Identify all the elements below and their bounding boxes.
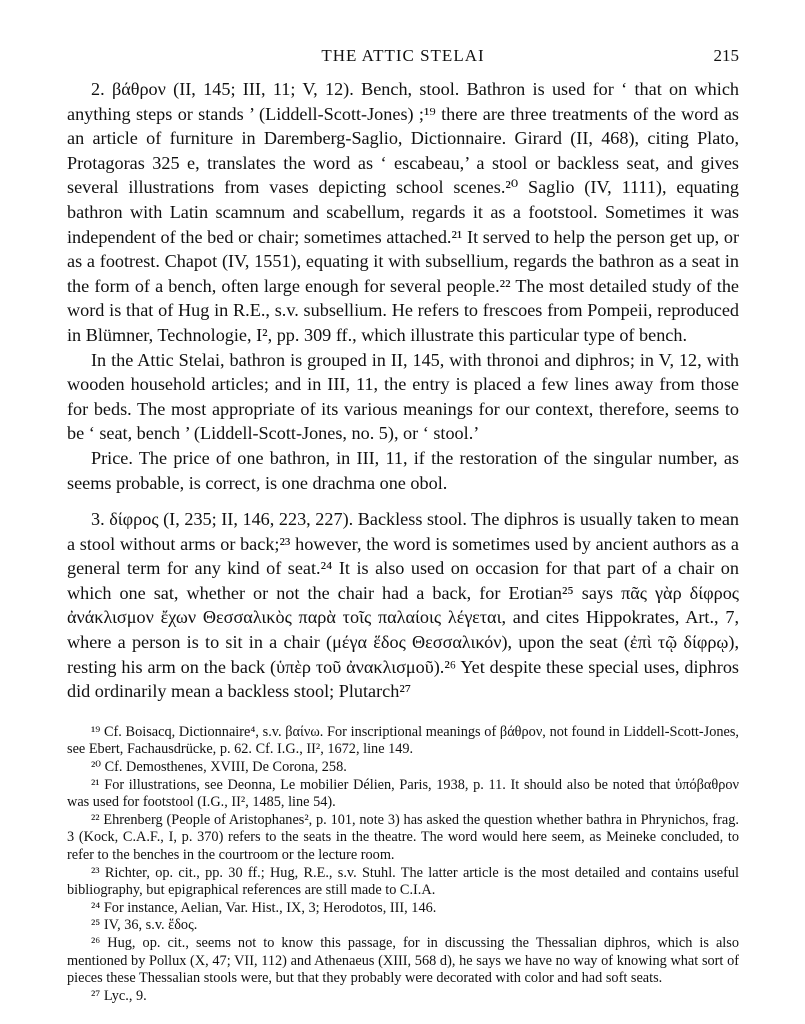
footnote-24: ²⁴ For instance, Aelian, Var. Hist., IX, 3; Herodotos, III, 146. [91, 899, 437, 916]
paragraph-diphros: 3. δίφρος (I, 235; II, 146, 223, 227). Backless stool. The diphros is usually taken to mean a stool without arms or back;²³ however, the word is sometimes used by ancient authors as a general term for any kind of seat.²⁴ It is also used on occasion for that part of a chair on which one sat, whether or not the chair had a back, for Erotian²⁵ says πᾶς γὰρ δίφρος ἀνάκλισμον ἔχων Θεσσαλικὸς παρὰ τοῖς παλαίοις λέγεται, and cites Hippokrates, Art., 7, where a person is to sit in a chair (μέγα ἕδος Θεσσαλικόν), upon the seat (ἐπὶ τῷ δίφρῳ), resting his arm on the back (ὑπὲρ τοῦ ἀνακλισμοῦ).²⁶ Yet despite these special uses, diphros did ordinarily mean a backless stool; Plutarch²⁷ [67, 509, 739, 702]
footnote-19: ¹⁹ Cf. Boisacq, Dictionnaire⁴, s.v. βαίνω. For inscriptional meanings of βάθρον, not found in Liddell-Scott-Jones, see Ebert, Fachausdrücke, p. 62. Cf. I.G., II², 1672, line 149. [67, 723, 739, 758]
footnote-27: ²⁷ Lyc., 9. [91, 987, 147, 1004]
footnote-20: ²⁰ Cf. Demosthenes, XVIII, De Corona, 258. [91, 759, 347, 776]
running-title: THE ATTIC STELAI [321, 46, 485, 65]
footnote-22: ²² Ehrenberg (People of Aristophanes², p. 101, note 3) has asked the question whether bathra in Phrynichos, frag. 3 (Kock, C.A.F., I, p. 370) refers to the seats in the theatre. The word would here seem, as Meineke concluded, to refer to the benches in the courtroom or the lecture room. [67, 811, 739, 863]
footnote-21: ²¹ For illustrations, see Deonna, Le mobilier Délien, Paris, 1938, p. 11. It should also be noted that ὑπόβαθρον was used for footstool (I.G., II², 1485, line 54). [67, 776, 739, 811]
page-number: 215 [713, 46, 739, 65]
page [67, 40, 739, 1005]
main-text [67, 77, 739, 704]
footnotes [67, 724, 739, 1006]
paragraph-attic-stelai: In the Attic Stelai, bathron is grouped in II, 145, with thronoi and diphros; in V, 12, with wooden household articles; and in III, 11, the entry is placed a few lines away from those for beds. The most appropriate of its various meanings for our context, therefore, seems to be ‘ seat, bench ’ (Liddell-Scott-Jones, no. 5), or ‘ stool.’ [67, 349, 739, 444]
running-header [67, 40, 739, 68]
section-gap [67, 495, 739, 507]
paragraph-bathron: 2. βάθρον (II, 145; III, 11; V, 12). Bench, stool. Bathron is used for ‘ that on which anything steps or stands ’ (Liddell-Scott-Jones) ;¹⁹ there are three treatments of the word as an article of furniture in Daremberg-Saglio, Dictionnaire. Girard (II, 468), citing Plato, Protagoras 325 e, translates the word as ‘ escabeau,’ a stool or backless seat, and gives several illustrations from vases depicting school scenes.²⁰ Saglio (IV, 1111), equating bathron with Latin scamnum and scabellum, regards it as a footstool. Sometimes it was independent of the bed or chair; sometimes attached.²¹ It served to help the person get up, or as a footrest. Chapot (IV, 1551), equating it with subsellium, regards the bathron as a seat in the form of a bench, often large enough for several people.²² The most detailed study of the word is that of Hug in R.E., s.v. subsellium. He refers to frescoes from Pompeii, reproduced in Blümner, Technologie, I², pp. 309 ff., which illustrate this particular type of bench. [67, 79, 739, 345]
paragraph-price: Price. The price of one bathron, in III, 11, if the restoration of the singular number, as seems probable, is correct, is one drachma one obol. [67, 447, 739, 493]
footnote-26: ²⁶ Hug, op. cit., seems not to know this passage, for in discussing the Thessalian diphros, which is also mentioned by Pollux (X, 47; VII, 112) and Athenaeus (XIII, 568 d), he says we have no way of knowing what sort of pieces these Thessalian stools were, but that they probably were decorated with color and had soft seats. [67, 934, 739, 987]
footnote-25: ²⁵ IV, 36, s.v. ἕδος. [91, 917, 198, 934]
footnote-23: ²³ Richter, op. cit., pp. 30 ff.; Hug, R.E., s.v. Stuhl. The latter article is the most detailed and contains useful bibliography, but epigraphical references are still made to C.I.A. [67, 864, 739, 899]
